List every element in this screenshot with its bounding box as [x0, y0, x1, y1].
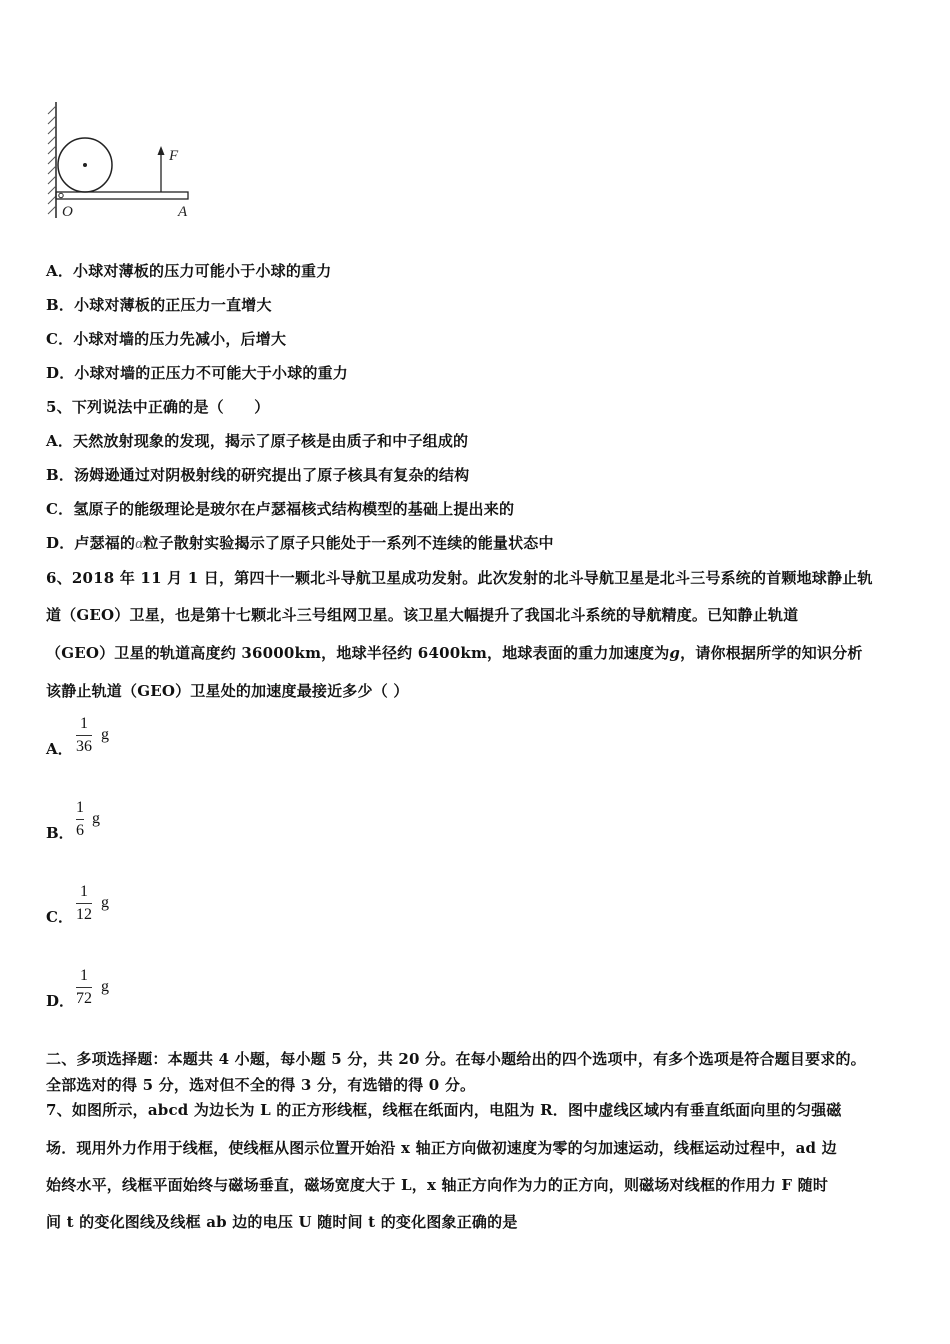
q7-line-4: 间 t 的变化图线及线框 ab 边的电压 U 随时间 t 的变化图象正确的是	[46, 1213, 518, 1231]
q5-stem: 5、下列说法中正确的是（ ）	[46, 398, 270, 416]
q6-g-symbol: g	[669, 644, 681, 662]
q6-line-1: 6、2018 年 11 月 1 日，第四十一颗北斗导航卫星成功发射。此次发射的北斗导航卫星是北斗三号系统的首颗地球静止轨	[46, 569, 873, 587]
q5-option-d-suffix: 粒子散射实验揭示了原子只能处于一系列不连续的能量状态中	[143, 534, 554, 552]
q6-line-3-suffix: ，请你根据所学的知识分析	[680, 644, 863, 662]
denominator: 36	[76, 738, 92, 755]
fraction-bar	[76, 819, 84, 820]
alpha-symbol: α	[135, 536, 144, 552]
q4-option-d: D．小球对墙的正压力不可能大于小球的重力	[46, 364, 349, 382]
option-letter: C．	[46, 908, 73, 926]
q5-option-d	[46, 532, 554, 553]
fraction-bar	[76, 903, 92, 904]
ball-center	[83, 163, 87, 167]
fraction	[76, 714, 92, 757]
section2-line-2: 全部选对的得 5 分，选对但不全的得 3 分，有选错的得 0 分。	[46, 1076, 476, 1094]
plank-OA	[56, 192, 188, 199]
denominator: 12	[76, 906, 92, 923]
q7-line-2: 场．现用外力作用于线框，使线框从图示位置开始沿 x 轴正方向做初速度为零的匀加速运动，线框运动过程中，ad 边	[46, 1139, 837, 1157]
unit-g: g	[92, 810, 100, 827]
section2-line-1: 二、多项选择题：本题共 4 小题，每小题 5 分，共 20 分。在每小题给出的四个选项中，有多个选项是符合题目要求的。	[46, 1050, 866, 1068]
q6-line-4: 该静止轨道（GEO）卫星处的加速度最接近多少（ ）	[46, 682, 409, 700]
option-letter: A．	[46, 740, 73, 758]
wall-hatching	[48, 106, 56, 214]
option-letter: B．	[46, 824, 74, 842]
numerator: 1	[80, 967, 88, 984]
denominator: 6	[76, 822, 84, 839]
fraction-bar	[76, 735, 92, 736]
q6-line-2: 道（GEO）卫星，也是第十七颗北斗三号组网卫星。该卫星大幅提升了我国北斗系统的导航精度。已知静止轨道	[46, 606, 799, 624]
q5-option-a: A．天然放射现象的发现，揭示了原子核是由质子和中子组成的	[46, 432, 469, 450]
fraction	[76, 798, 84, 841]
fraction	[76, 966, 92, 1009]
q6-line-3	[46, 642, 863, 663]
q4-option-b: B．小球对薄板的正压力一直增大	[46, 296, 272, 314]
option-letter: D．	[46, 992, 75, 1010]
numerator: 1	[80, 715, 88, 732]
unit-g: g	[101, 894, 109, 911]
q7-line-1: 7、如图所示，abcd 为边长为 L 的正方形线框，线框在纸面内，电阻为 R．图中虚线区域内有垂直纸面向里的匀强磁	[46, 1101, 842, 1119]
q4-option-c: C．小球对墙的压力先减小，后增大	[46, 330, 287, 348]
q4-option-a: A．小球对薄板的压力可能小于小球的重力	[46, 262, 332, 280]
numerator: 1	[76, 799, 84, 816]
q5-option-b: B．汤姆逊通过对阴极射线的研究提出了原子核具有复杂的结构	[46, 466, 470, 484]
label-A: A	[178, 204, 188, 220]
q5-option-c: C．氢原子的能级理论是玻尔在卢瑟福核式结构模型的基础上提出来的	[46, 500, 515, 518]
label-F: F	[169, 148, 179, 164]
physics-figure	[44, 100, 204, 229]
force-arrowhead	[158, 146, 165, 155]
wall-ball-plank-diagram	[44, 100, 204, 225]
denominator: 72	[76, 990, 92, 1007]
q5-option-d-prefix: D．卢瑟福的	[46, 534, 136, 552]
unit-g: g	[101, 726, 109, 743]
q7-line-3: 始终水平，线框平面始终与磁场垂直，磁场宽度大于 L，x 轴正方向作为力的正方向，则磁场对线框的作用力 F 随时	[46, 1176, 829, 1194]
numerator: 1	[80, 883, 88, 900]
unit-g: g	[101, 978, 109, 995]
q6-line-3-prefix: （GEO）卫星的轨道高度约 36000km，地球半径约 6400km，地球表面的重力加速度为	[46, 644, 670, 662]
pivot-O	[59, 193, 63, 197]
label-O: O	[62, 204, 73, 220]
fraction	[76, 882, 92, 925]
fraction-bar	[76, 987, 92, 988]
